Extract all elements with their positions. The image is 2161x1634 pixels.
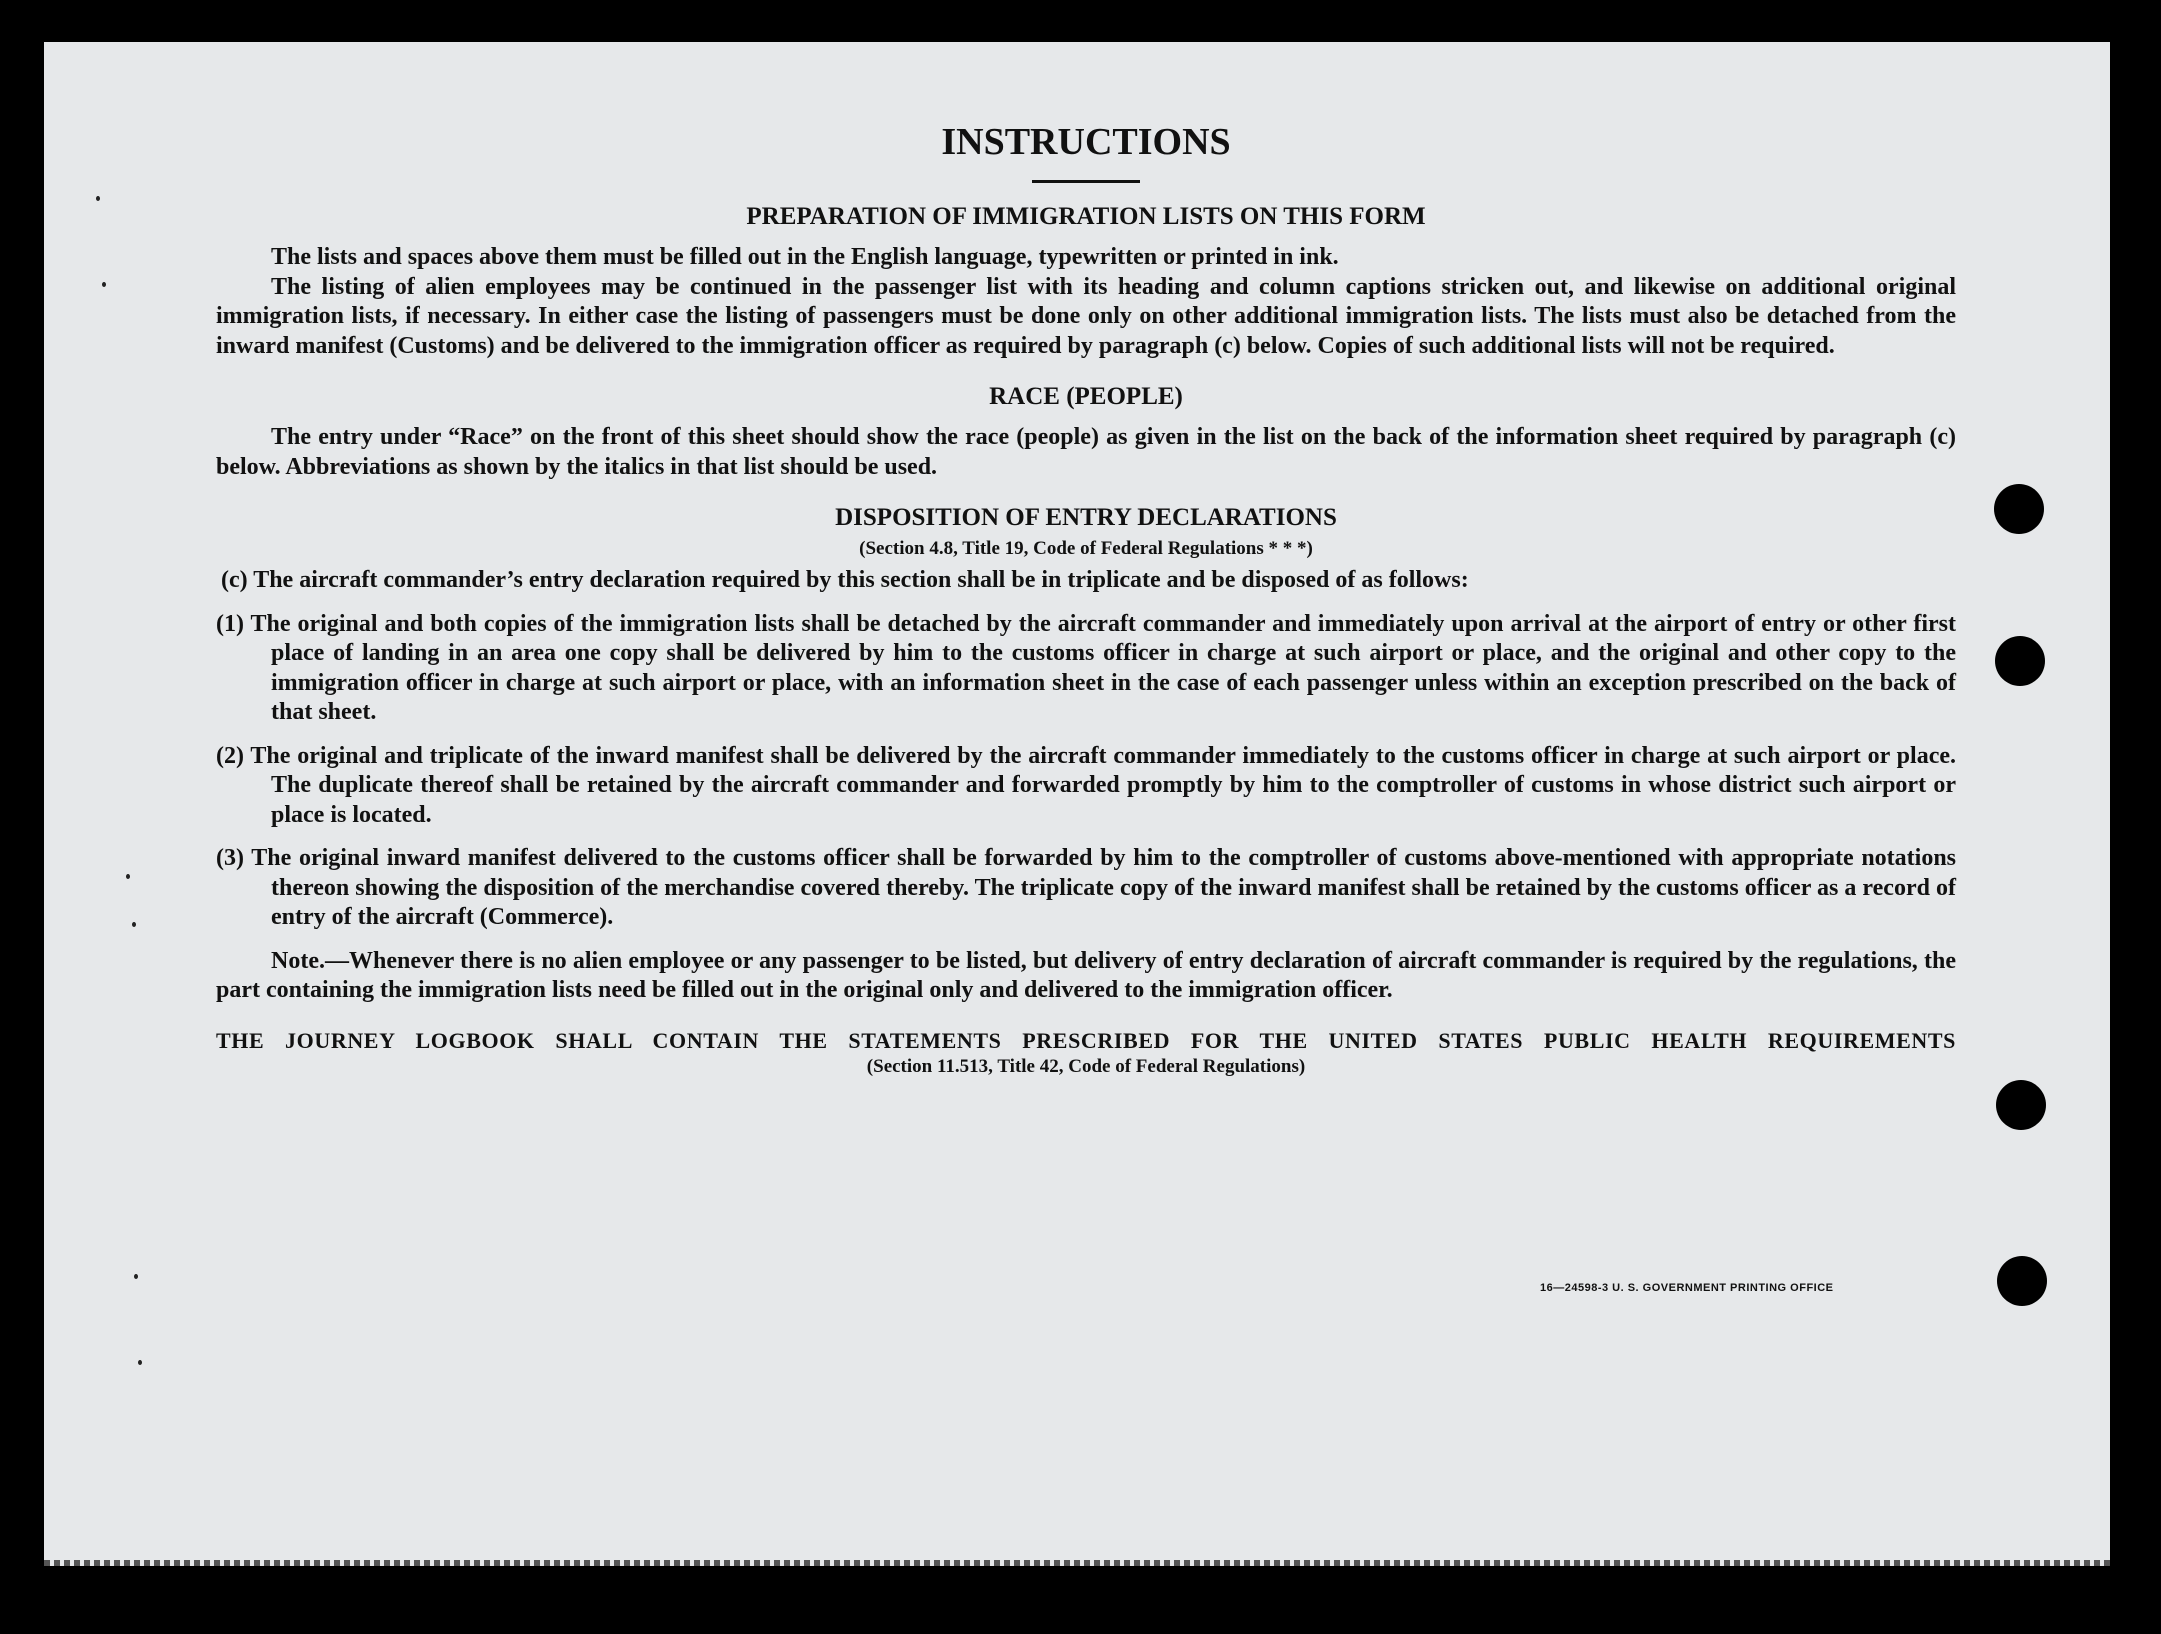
disposition-item-1: (1) The original and both copies of the immigration lists shall be detached by the aircraft commander and immediately upon arrival at the airport of entry or other first place of landing in an area one copy shall be delivered by him to the customs officer in charge at such airport or place, and the original and other copy to the immigration officer in charge at such airport or place, with an information sheet in the case of each passenger unless within an exception prescribed on the back of that sheet. [216, 610, 1956, 725]
public-health-statement: THE JOURNEY LOGBOOK SHALL CONTAIN THE STATEMENTS PRESCRIBED FOR THE UNITED STATES PUBLIC HEALTH REQUIREMENTS [216, 1027, 1956, 1053]
public-health-citation: (Section 11.513, Title 42, Code of Federal Regulations) [866, 1055, 1306, 1077]
race-heading: RACE (PEOPLE) [989, 383, 1183, 410]
punch-hole [1995, 636, 2045, 686]
speck [96, 196, 100, 201]
punch-hole [1996, 1080, 2046, 1130]
disposition-citation: (Section 4.8, Title 19, Code of Federal Regulations * * *) [859, 538, 1313, 559]
document-page [44, 42, 2110, 1566]
disposition-intro: (c) The aircraft commander’s entry declaration required by this section shall be in triplicate and be disposed of as follows: [221, 567, 1469, 593]
preparation-heading: PREPARATION OF IMMIGRATION LISTS ON THIS FORM [746, 203, 1426, 230]
page-title: INSTRUCTIONS [941, 121, 1231, 163]
race-paragraph: The entry under “Race” on the front of this sheet should show the race (people) as given in the list on the back of the information sheet required by paragraph (c) below. Abbreviations as shown by the italics in that list should be used. [216, 424, 1956, 480]
speck [102, 282, 106, 287]
speck [138, 1360, 142, 1365]
disposition-item-2: (2) The original and triplicate of the inward manifest shall be delivered by the aircraft commander immediately to the customs officer in charge at such airport or place. The duplicate thereof shall be retained by the aircraft commander and forwarded promptly by him to the comptroller of customs in whose district such airport or place is located. [216, 742, 1956, 828]
speck [132, 922, 136, 927]
preparation-paragraph-2: The listing of alien employees may be continued in the passenger list with its heading and column captions stricken out, and likewise on additional original immigration lists, if necessary. In either case the listing of passengers must be done only on other additional immigration lists. The lists must also be detached from the inward manifest (Customs) and be delivered to the immigration officer as required by paragraph (c) below. Copies of such additional lists will not be required. [216, 273, 1956, 359]
instructions-body [216, 120, 1956, 1078]
disposition-item-3: (3) The original inward manifest delivered to the customs officer shall be forwarded by him to the comptroller of customs above-mentioned with appropriate notations thereon showing the disposition of the merchandise covered thereby. The triplicate copy of the inward manifest shall be retained by the customs officer as a record of entry of the aircraft (Commerce). [216, 845, 1956, 930]
punch-hole [1994, 484, 2044, 534]
title-rule [1032, 180, 1140, 183]
speck [134, 1274, 138, 1279]
note-paragraph: Note.—Whenever there is no alien employee or any passenger to be listed, but delivery of entry declaration of aircraft commander is required by the regulations, the part containing the immigration lists need be filled out in the original only and delivered to the immigration officer. [216, 947, 1956, 1003]
speck [126, 874, 130, 879]
preparation-paragraph-1: The lists and spaces above them must be filled out in the English language, typewritten or printed in ink. [271, 244, 1339, 270]
printing-office-code: 16—24598-3 U. S. GOVERNMENT PRINTING OFFICE [1540, 1282, 1834, 1294]
punch-hole [1997, 1256, 2047, 1306]
disposition-heading: DISPOSITION OF ENTRY DECLARATIONS [835, 504, 1337, 531]
